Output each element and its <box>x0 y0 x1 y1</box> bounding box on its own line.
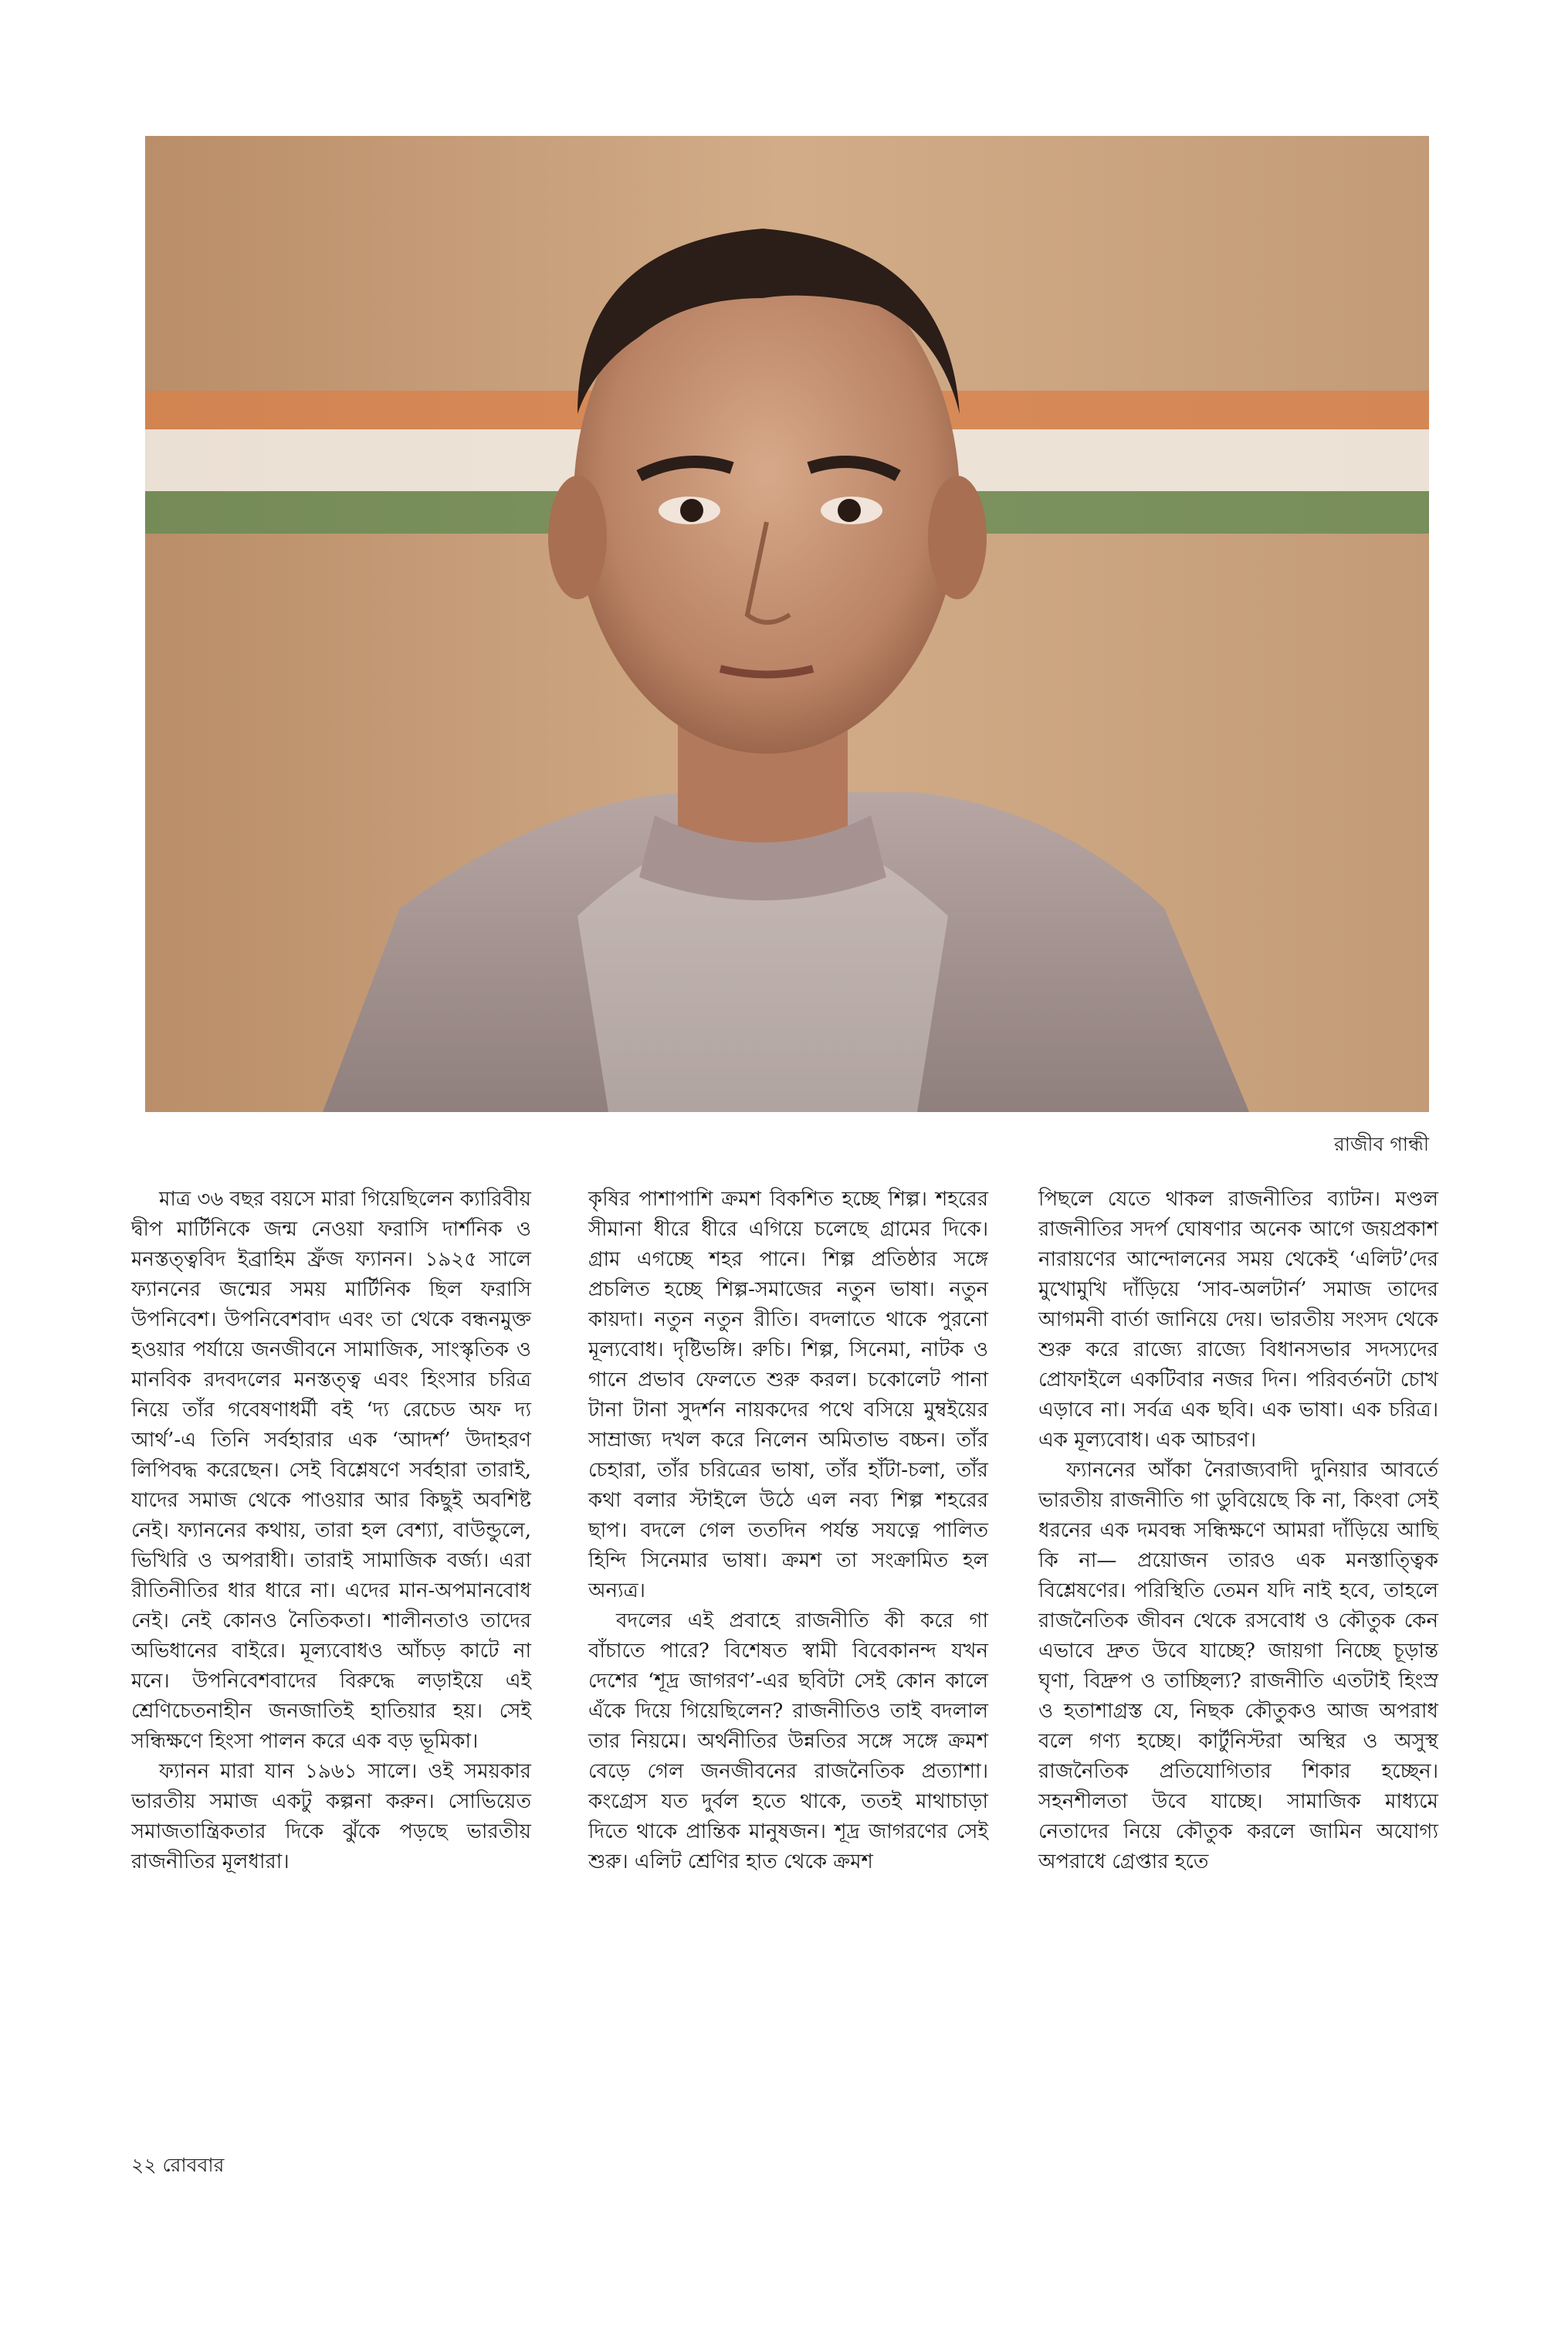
article-paragraph: বদলের এই প্রবাহে রাজনীতি কী করে গা বাঁচাতে পারে? বিশেষত স্বামী বিবেকানন্দ যখন দেশের ‘শূদ্র জাগরণ’-এর ছবিটা সেই কোন কালে এঁকে দিয়ে গিয়েছিলেন? রাজনীতিও তাই বদলাল তার নিয়মে। অর্থনীতির উন্নতির সঙ্গে সঙ্গে ক্রমশ বেড়ে গেল জনজীবনের রাজনৈতিক প্রত্যাশা। কংগ্রেস যত দুর্বল হতে থাকে, ততই মাথাচাড়া দিতে থাকে প্রান্তিক মানুষজন। শূদ্র জাগরণের সেই শুরু। এলিট শ্রেণির হাত থেকে ক্রমশ <box>588 1609 988 1873</box>
article-paragraph: কৃষির পাশাপাশি ক্রমশ বিকশিত হচ্ছে শিল্প। শহরের সীমানা ধীরে ধীরে এগিয়ে চলেছে গ্রামের দিকে। গ্রাম এগচ্ছে শহর পানে। শিল্প প্রতিষ্ঠার সঙ্গে প্রচলিত হচ্ছে শিল্প-সমাজের নতুন ভাষা। নতুন কায়দা। নতুন নতুন রীতি। বদলাতে থাকে পুরনো মূল্যবোধ। দৃষ্টিভঙ্গি। রুচি। শিল্প, সিনেমা, নাটক ও গানে প্রভাব ফেলতে শুরু করল। চকোলেট পানা টানা টানা সুদর্শন নায়কদের পথে বসিয়ে মুম্বইয়ের সাম্রাজ্য দখল করে নিলেন অমিতাভ বচ্চন। তাঁর চেহারা, তাঁর চরিত্রের ভাষা, তাঁর হাঁটা-চলা, তাঁর কথা বলার স্টাইলে উঠে এল নব্য শিল্প শহরের ছাপ। বদলে গেল ততদিন পর্যন্ত সযত্নে পালিত হিন্দি সিনেমার ভাষা। ক্রমশ তা সংক্রামিত হল অন্যত্র। <box>588 1188 988 1602</box>
article-paragraph: ফ্যানন মারা যান ১৯৬১ সালে। ওই সময়কার ভারতীয় সমাজ একটু কল্পনা করুন। সোভিয়েত সমাজতান্ত্রিকতার দিকে ঝুঁকে পড়ছে ভারতীয় রাজনীতির মূলধারা। <box>131 1760 531 1873</box>
article-paragraph: মাত্র ৩৬ বছর বয়সে মারা গিয়েছিলেন ক্যারিবীয় দ্বীপ মার্টিনিকে জন্ম নেওয়া ফরাসি দার্শনিক ও মনস্তত্ত্ববিদ ইব্রাহিম ফ্রঁজ ফ্যানন। ১৯২৫ সালে ফ্যাননের জন্মের সময় মার্টিনিক ছিল ফরাসি উপনিবেশ। উপনিবেশবাদ এবং তা থেকে বন্ধনমুক্ত হওয়ার পর্যায়ে জনজীবনে সামাজিক, সাংস্কৃতিক ও মানবিক রদবদলের মনস্তত্ত্ব এবং হিংসার চরিত্র নিয়ে তাঁর গবেষণাধর্মী বই ‘দ্য রেচেড অফ দ্য আর্থ’-এ তিনি সর্বহারার এক ‘আদর্শ’ উদাহরণ লিপিবদ্ধ করেছেন। সেই বিশ্লেষণে সর্বহারা তারাই, যাদের সমাজ থেকে পাওয়ার আর কিছুই অবশিষ্ট নেই। ফ্যাননের কথায়, তারা হল বেশ্যা, বাউন্ডুলে, ভিখিরি ও অপরাধী। তারাই সামাজিক বর্জ্য। এরা রীতিনীতির ধার ধারে না। এদের মান-অপমানবোধ নেই। নেই কোনও নৈতিকতা। শালীনতাও তাদের অভিধানের বাইরে। মূল্যবোধও আঁচড় কাটে না মনে। উপনিবেশবাদের বিরুদ্ধে লড়াইয়ে এই শ্রেণিচেতনাহীন জনজাতিই হাতিয়ার হয়। সেই সন্ধিক্ষণে হিংসা পালন করে এক বড় ভূমিকা। <box>131 1188 531 1753</box>
page-footer: ২২ রোববার <box>131 2154 225 2176</box>
article-paragraph: পিছলে যেতে থাকল রাজনীতির ব্যাটন। মণ্ডল রাজনীতির সদর্প ঘোষণার অনেক আগে জয়প্রকাশ নারায়ণের আন্দোলনের সময় থেকেই ‘এলিট’দের মুখোমুখি দাঁড়িয়ে ‘সাব-অলটার্ন’ সমাজ তাদের আগমনী বার্তা জানিয়ে দেয়। ভারতীয় সংসদ থেকে শুরু করে রাজ্যে রাজ্যে বিধানসভার সদস্যদের প্রোফাইলে একটিবার নজর দিন। পরিবর্তনটা চোখ এড়াবে না। সর্বত্র এক ছবি। এক ভাষা। এক চরিত্র। এক মূল্যবোধ। এক আচরণ। <box>1038 1188 1438 1452</box>
photo-caption: রাজীব গান্ধী <box>1334 1133 1429 1155</box>
article-column-2 <box>588 1185 988 1877</box>
article-paragraph: ফ্যাননের আঁকা নৈরাজ্যবাদী দুনিয়ার আবর্তে ভারতীয় রাজনীতি গা ডুবিয়েছে কি না, কিংবা সেই ধরনের এক দমবন্ধ সন্ধিক্ষণে আমরা দাঁড়িয়ে আছি কি না— প্রয়োজন তারও এক মনস্তাত্ত্বিক বিশ্লেষণের। পরিস্থিতি তেমন যদি নাই হবে, তাহলে রাজনৈতিক জীবন থেকে রসবোধ ও কৌতুক কেন এভাবে দ্রুত উবে যাচ্ছে? জায়গা নিচ্ছে চূড়ান্ত ঘৃণা, বিদ্রুপ ও তাচ্ছিল্য? রাজনীতি এতটাই হিংস্র ও হতাশাগ্রস্ত যে, নিছক কৌতুকও আজ অপরাধ বলে গণ্য হচ্ছে। কার্টুনিস্টরা অস্থির ও অসুস্থ রাজনৈতিক প্রতিযোগিতার শিকার হচ্ছেন। সহনশীলতা উবে যাচ্ছে। সামাজিক মাধ্যমে নেতাদের নিয়ে কৌতুক করলে জামিন অযোগ্য অপরাধে গ্রেপ্তার হতে <box>1038 1459 1438 1873</box>
article-column-3 <box>1038 1185 1438 1877</box>
portrait-photo <box>145 136 1429 1112</box>
portrait-illustration <box>145 136 1429 1112</box>
article-column-1 <box>131 1185 531 1877</box>
